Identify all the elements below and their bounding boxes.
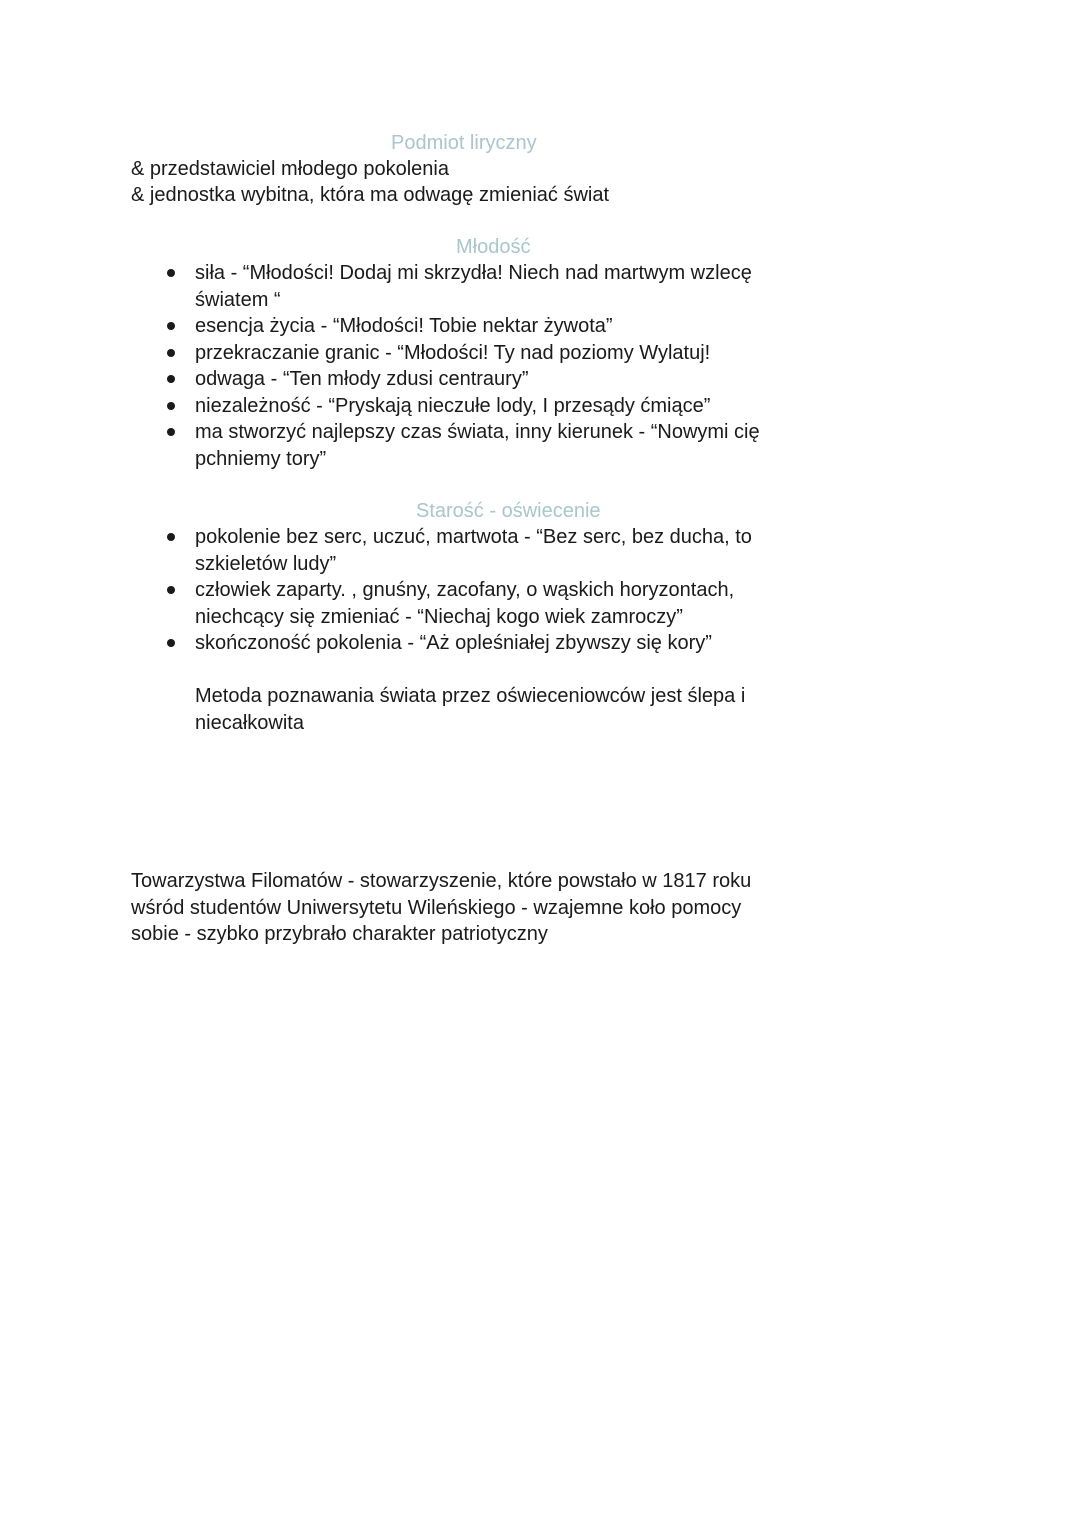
list-item xyxy=(160,577,760,630)
bullet-icon xyxy=(167,428,175,436)
list-item xyxy=(160,340,760,367)
list-item xyxy=(160,260,760,313)
heading-podmiot-liryczny: Podmiot liryczny xyxy=(391,132,537,154)
mlodosc-list xyxy=(160,260,760,472)
filomaci-paragraph: Towarzystwa Filomatów - stowarzyszenie, które powstało w 1817 roku wśród studentów Uniwersytetu Wileńskiego - wzajemne koło pomocy sobie - szybko przybrało charakter patriotyczny xyxy=(131,870,752,945)
intro-line: & jednostka wybitna, która ma odwagę zmieniać świat xyxy=(131,184,610,206)
bullet-icon xyxy=(167,402,175,410)
bullet-icon xyxy=(167,269,175,277)
heading-mlodosc: Młodość xyxy=(456,236,531,258)
list-item xyxy=(160,366,760,393)
bullet-icon xyxy=(167,639,175,647)
bullet-icon xyxy=(167,349,175,357)
list-item xyxy=(160,419,760,472)
list-item xyxy=(160,524,760,577)
list-item xyxy=(160,393,760,420)
bullet-icon xyxy=(167,375,175,383)
list-item-text: przekraczanie granic - “Młodości! Ty nad poziomy Wylatuj! xyxy=(195,341,711,364)
heading-starosc-oswiecenie: Starość - oświecenie xyxy=(416,500,601,522)
list-item-text: esencja życia - “Młodości! Tobie nektar żywota” xyxy=(195,315,613,337)
list-item-text: niezależność - “Pryskają nieczułe lody, I przesądy ćmiące” xyxy=(195,394,711,417)
bullet-icon xyxy=(167,533,175,541)
bullet-icon xyxy=(167,586,175,594)
list-item-text: odwaga - “Ten młody zdusi centraury” xyxy=(195,368,529,390)
bullet-icon xyxy=(167,322,175,330)
list-item-text: siła - “Młodości! Dodaj mi skrzydła! Niech nad martwym wzlecę światem “ xyxy=(195,262,752,311)
starosc-list xyxy=(160,524,760,657)
list-item-text: skończoność pokolenia - “Aż opleśniałej zbywszy się kory” xyxy=(195,632,712,654)
list-item xyxy=(160,313,760,340)
list-item xyxy=(160,630,760,657)
list-item-text: człowiek zaparty. , gnuśny, zacofany, o wąskich horyzontach, niechcący się zmieniać - “Niechaj kogo wiek zamroczy” xyxy=(195,579,735,628)
list-item-text: ma stworzyć najlepszy czas świata, inny kierunek - “Nowymi cię pchniemy tory” xyxy=(195,421,760,470)
oswiecenie-note: Metoda poznawania świata przez oświeceniowców jest ślepa i niecałkowita xyxy=(195,685,746,734)
list-item-text: pokolenie bez serc, uczuć, martwota - “Bez serc, bez ducha, to szkieletów ludy” xyxy=(195,526,752,575)
intro-line: & przedstawiciel młodego pokolenia xyxy=(131,158,449,180)
